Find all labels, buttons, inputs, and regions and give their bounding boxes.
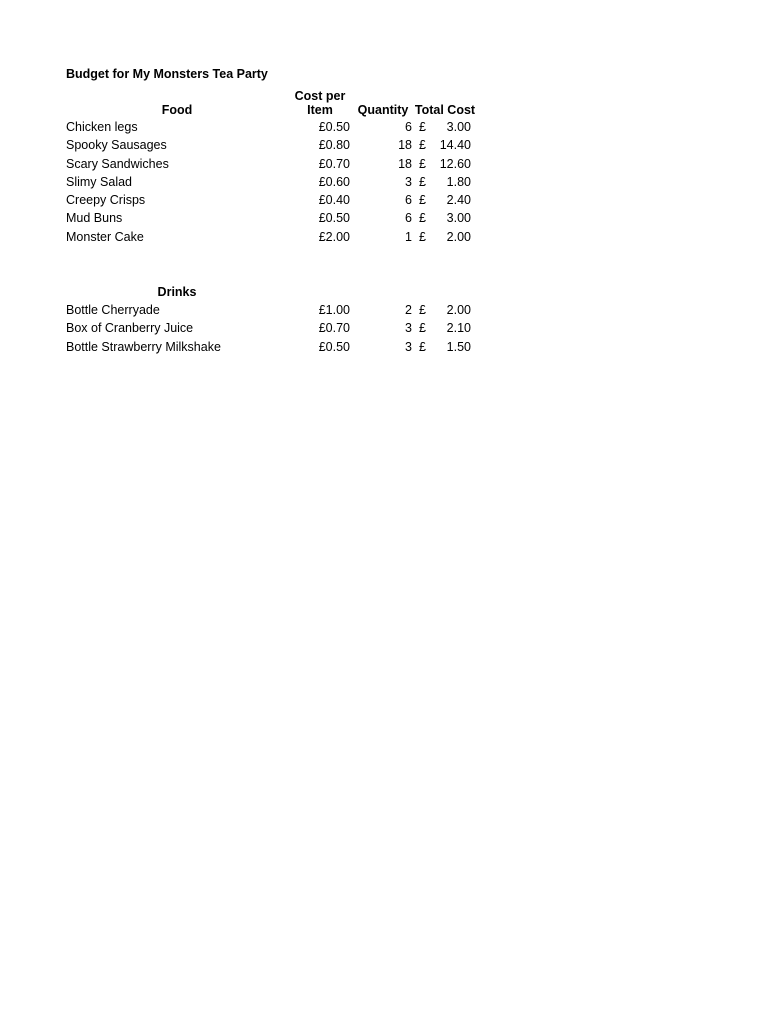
item-cost: £0.50	[318, 120, 350, 134]
page-title: Budget for My Monsters Tea Party	[66, 67, 268, 81]
item-cost: £0.70	[318, 321, 350, 336]
table-row	[0, 209, 768, 227]
currency-symbol: £	[419, 193, 426, 207]
item-total: 3.00	[446, 211, 471, 226]
item-quantity: 6	[405, 211, 412, 226]
item-name: Bottle Strawberry Milkshake	[66, 339, 221, 354]
item-total: 1.80	[446, 174, 471, 189]
header-total-cost: Total Cost	[414, 103, 476, 117]
currency-symbol: £	[419, 156, 426, 171]
currency-symbol: £	[419, 303, 426, 317]
table-row	[0, 118, 768, 136]
item-cost: £2.00	[318, 229, 350, 244]
table-row	[0, 136, 768, 154]
header-food: Food	[161, 103, 193, 117]
item-cost: £0.80	[318, 138, 350, 153]
item-name: Mud Buns	[66, 211, 123, 226]
item-name: Bottle Cherryade	[66, 303, 160, 317]
currency-symbol: £	[419, 120, 426, 134]
currency-symbol: £	[419, 229, 426, 244]
header-cost-line2: Item	[307, 103, 333, 117]
item-quantity: 18	[398, 156, 412, 171]
item-quantity: 3	[405, 321, 412, 336]
item-total: 12.60	[439, 156, 471, 171]
item-quantity: 1	[405, 229, 412, 244]
item-total: 1.50	[446, 339, 471, 354]
item-cost: £1.00	[318, 303, 350, 317]
item-cost: £0.50	[318, 339, 350, 354]
header-quantity: Quantity	[357, 103, 409, 117]
currency-symbol: £	[419, 321, 426, 336]
item-total: 2.40	[446, 193, 471, 207]
item-cost: £0.40	[318, 193, 350, 207]
item-cost: £0.50	[318, 211, 350, 226]
table-row	[0, 319, 768, 337]
table-row	[0, 301, 768, 319]
table-row	[0, 228, 768, 246]
item-cost: £0.70	[318, 156, 350, 171]
item-quantity: 3	[405, 339, 412, 354]
item-quantity: 3	[405, 174, 412, 189]
header-drinks: Drinks	[157, 285, 197, 299]
currency-symbol: £	[419, 138, 426, 153]
item-name: Slimy Salad	[66, 174, 132, 189]
item-quantity: 18	[398, 138, 412, 153]
header-cost-line1: Cost per	[294, 89, 346, 103]
item-name: Box of Cranberry Juice	[66, 321, 194, 336]
table-row	[0, 338, 768, 356]
item-name: Monster Cake	[66, 229, 144, 244]
item-name: Spooky Sausages	[66, 138, 167, 153]
item-name: Chicken legs	[66, 120, 138, 134]
item-total: 2.10	[446, 321, 471, 336]
item-name: Scary Sandwiches	[66, 156, 169, 171]
currency-symbol: £	[419, 174, 426, 189]
currency-symbol: £	[419, 211, 426, 226]
item-cost: £0.60	[318, 174, 350, 189]
table-row	[0, 155, 768, 173]
item-quantity: 2	[405, 303, 412, 317]
item-name: Creepy Crisps	[66, 193, 146, 207]
item-quantity: 6	[405, 120, 412, 134]
table-row	[0, 173, 768, 191]
currency-symbol: £	[419, 339, 426, 354]
table-row	[0, 191, 768, 209]
item-total: 14.40	[439, 138, 471, 153]
item-total: 2.00	[446, 229, 471, 244]
item-quantity: 6	[405, 193, 412, 207]
header-cost-per-item	[288, 89, 352, 117]
item-total: 3.00	[446, 120, 471, 134]
item-total: 2.00	[446, 303, 471, 317]
